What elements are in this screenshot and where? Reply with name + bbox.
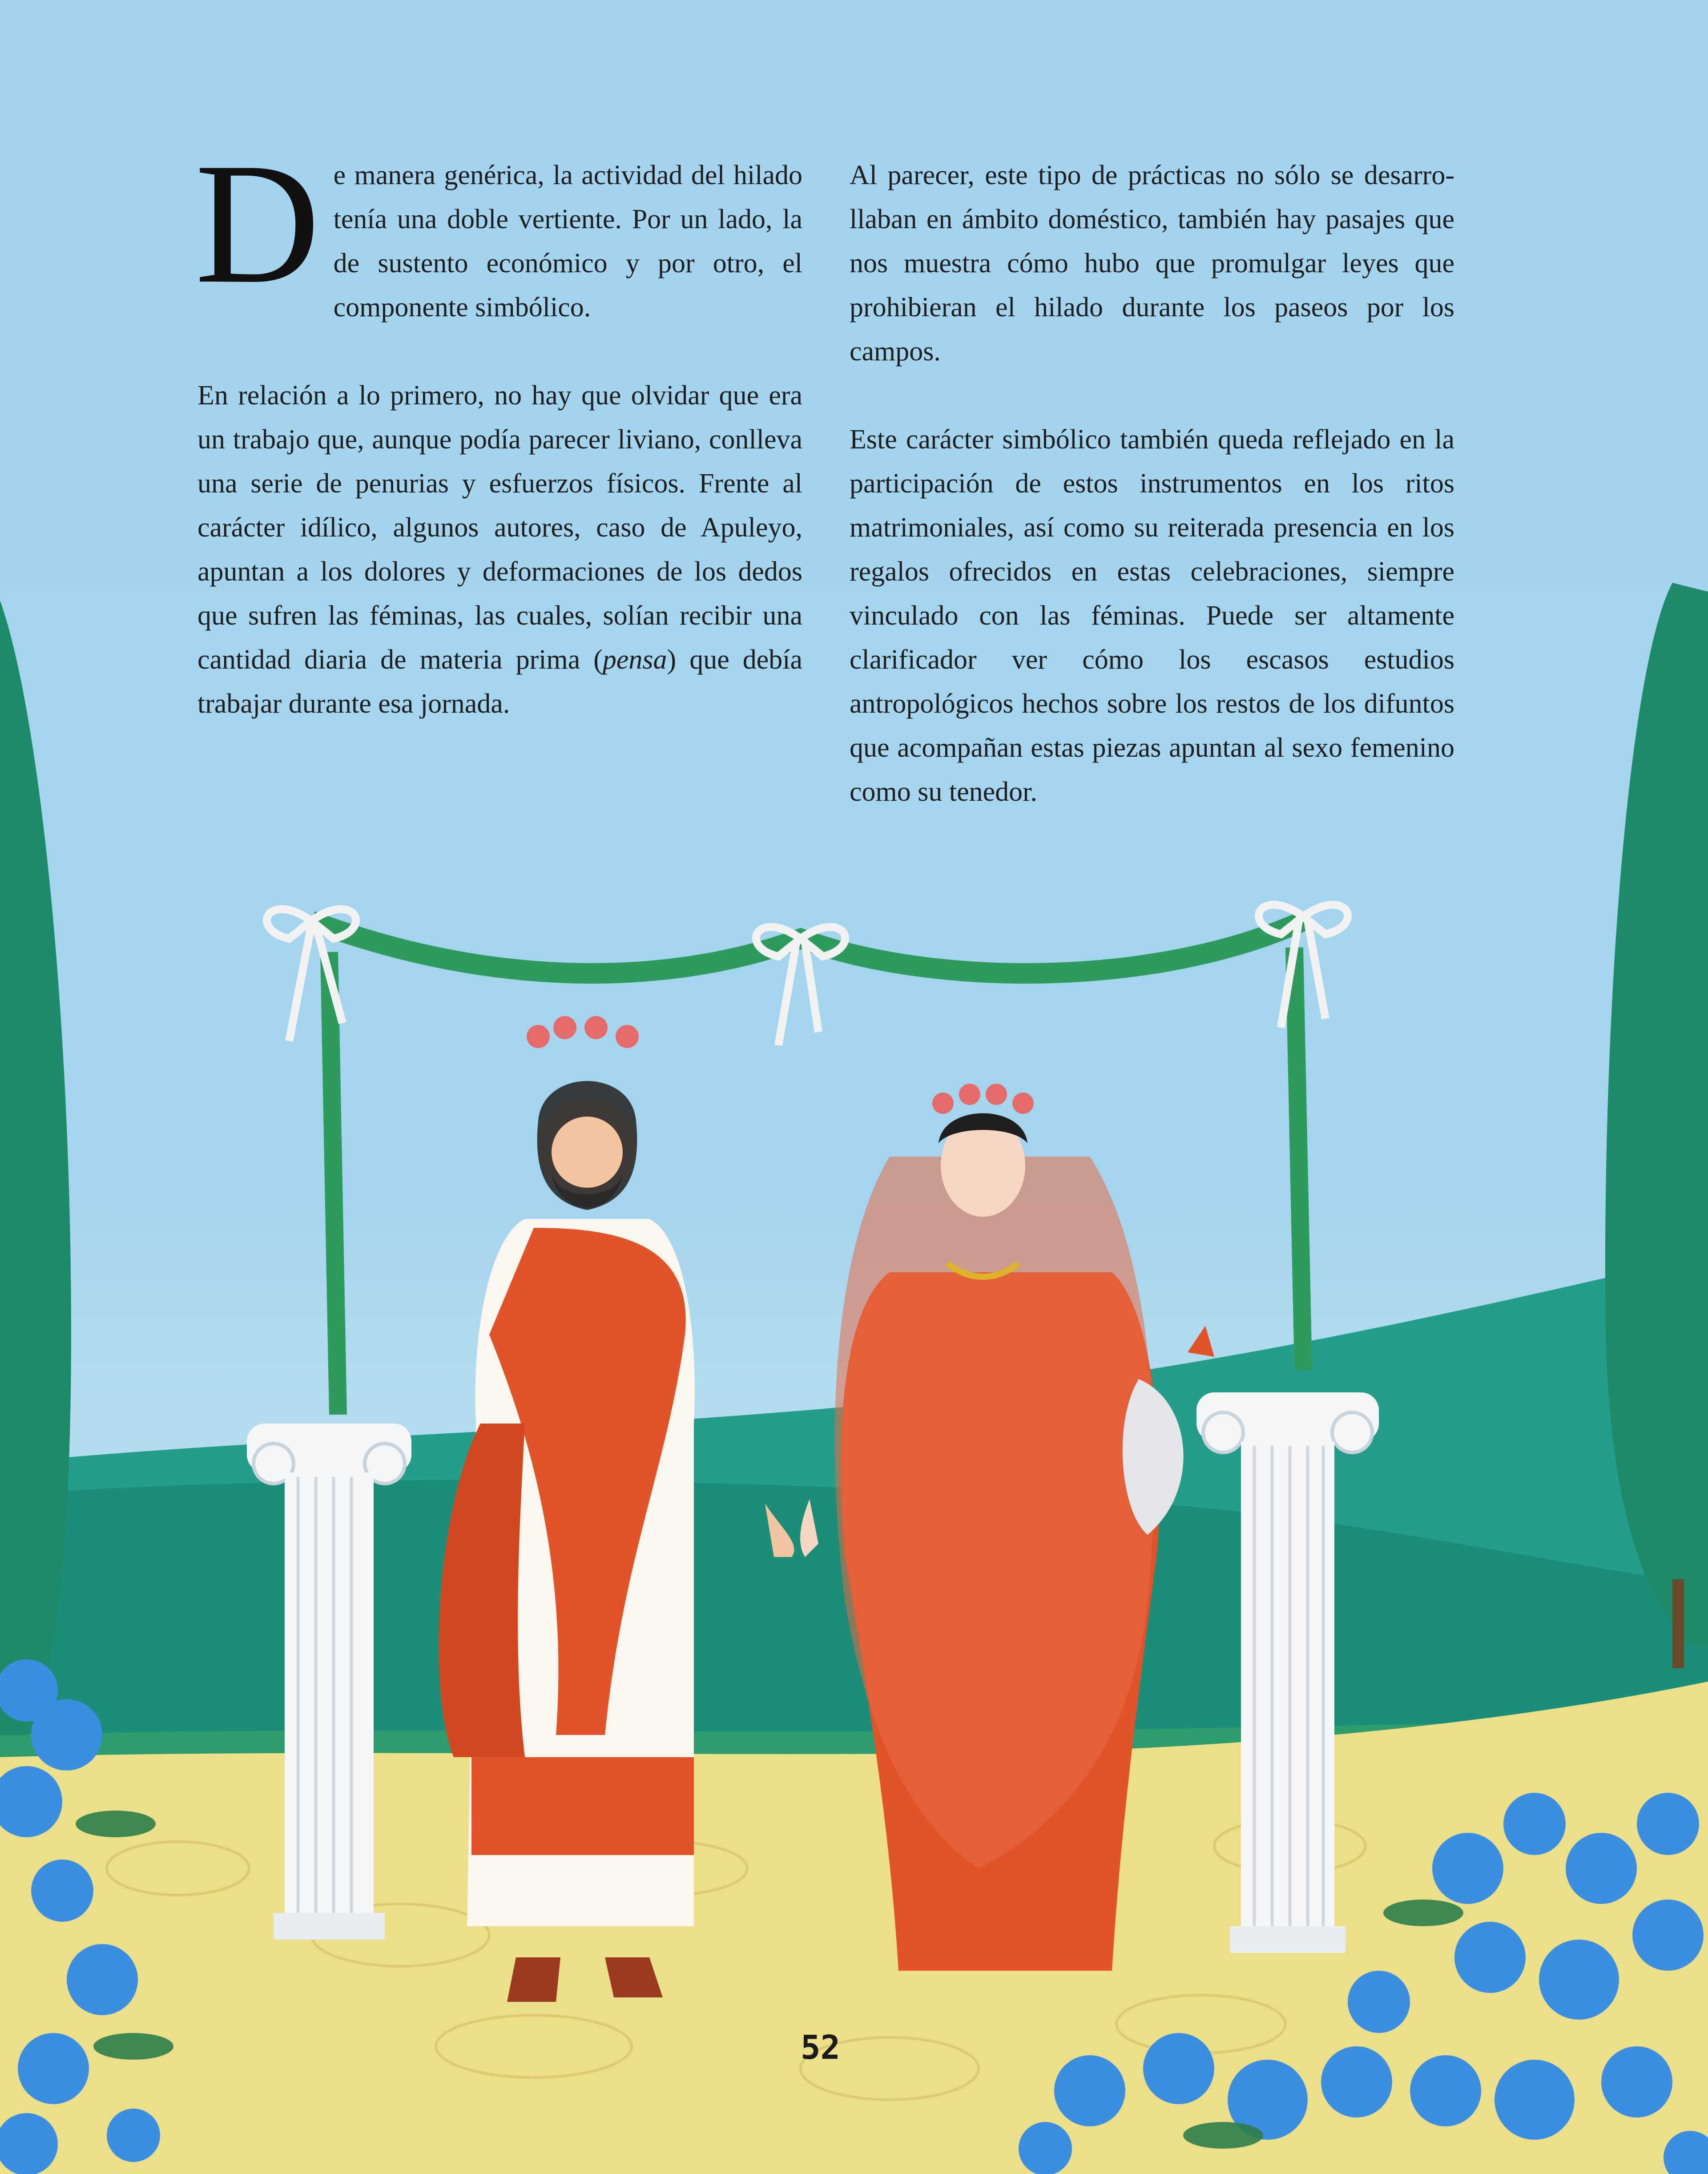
right-garland-drop xyxy=(1294,948,1303,1370)
page-number: 52 xyxy=(801,2029,841,2067)
paragraph-4: Este carácter simbólico también queda reflejado en la participación de estos instrumentos en los ritos matrimoniales, así como su reiterada presencia en los regalos ofrecidos en estas celebraciones, siempre vinculado con las féminas. Puede ser altamente clarificador ver cómo los escasos estudios antropológicos hechos sobre los restos de los difuntos que acompañan estas piezas apuntan al sexo femenino como su tenedor. xyxy=(850,424,1454,807)
paragraph-1-text: e manera genérica, la actividad del hilado tenía una doble vertiente. Por un lado, la de sustento económico y por otro, el componente simbólico. xyxy=(333,160,802,323)
paragraph-2 xyxy=(197,374,802,726)
right-cypress xyxy=(1605,583,1708,1646)
drop-cap: D xyxy=(195,127,320,319)
ribbon-bows xyxy=(267,905,1348,1045)
left-garland-drop xyxy=(329,952,338,1415)
paragraph-3: Al parecer, este tipo de prácticas no sólo se desarrollaban en ámbito doméstico, también hay pasajes que nos muestra cómo hubo que promulgar leyes que prohibieran el hilado durante los paseos por los campos. xyxy=(850,160,1454,367)
paragraph-2-text-b: ) que debía trabajar durante esa jornada. xyxy=(197,645,802,719)
paragraph-1 xyxy=(195,127,802,330)
right-text-column xyxy=(850,153,1454,814)
left-cypress xyxy=(0,601,71,1735)
pensa-term: pensa xyxy=(602,645,667,675)
paragraph-2-text-a: En relación a lo primero, no hay que olvidar que era un trabajo que, aunque podía parecer liviano, conlleva una serie de penurias y esfuerzos físicos. Frente al carácter idílico, algunos autores, caso de Apuleyo, apuntan a los dolores y deformaciones de los dedos que sufren las féminas, las cuales, solían recibir una cantidad diaria de materia prima ( xyxy=(197,380,802,675)
left-text-column xyxy=(195,127,802,726)
